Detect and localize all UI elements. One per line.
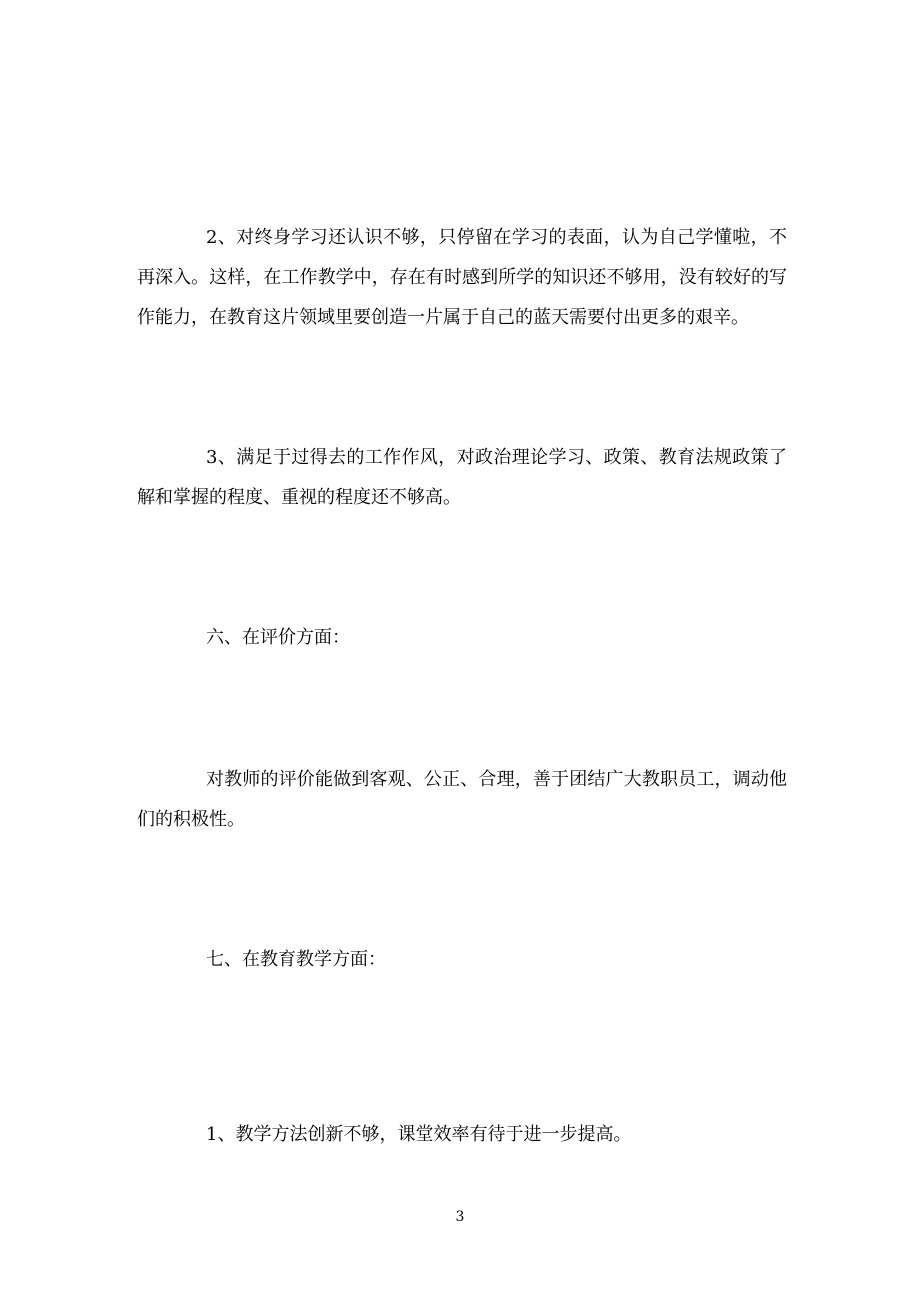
paragraph-teaching-methods: 1、教学方法创新不够，课堂效率有待于进一步提高。	[206, 1124, 632, 1145]
paragraph-teacher-evaluation: 对教师的评价能做到客观、公正、合理，善于团结广大教职员工，调动他们的积极性。	[137, 769, 787, 830]
page-number: 3	[455, 1209, 465, 1225]
section-heading-teaching: 七、在教育教学方面：	[206, 949, 386, 970]
paragraph-lifelong-learning: 2、对终身学习还认识不够，只停留在学习的表面，认为自己学懂啦，不再深入。这样，在工作教学中，存在有时感到所学的知识还不够用，没有较好的写作能力，在教育这片领域里要创造一片属于自己的蓝天需要付出更多的艰辛。	[137, 227, 787, 328]
section-heading-evaluation: 六、在评价方面：	[206, 627, 350, 648]
paragraph-work-style: 3、满足于过得去的工作作风，对政治理论学习、政策、教育法规政策了解和掌握的程度、重视的程度还不够高。	[137, 447, 787, 508]
